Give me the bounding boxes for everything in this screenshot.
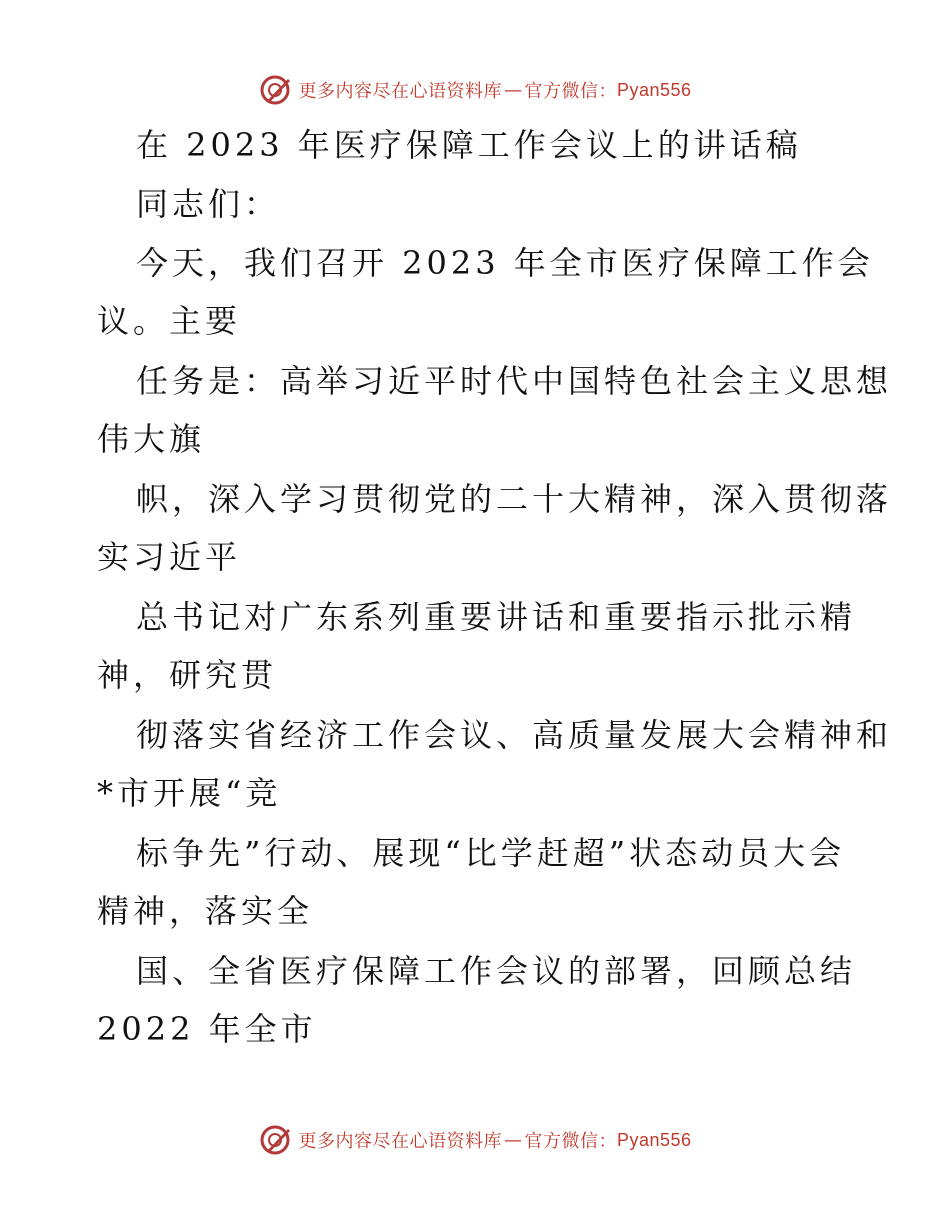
body-line: 今天，我们召开 2023 年全市医疗保障工作会	[136, 244, 874, 282]
watermark-label: 官方微信：	[524, 81, 617, 102]
body-line: 帜，深入学习贯彻党的二十大精神，深入贯彻落	[136, 480, 893, 518]
body-line: 实习近平	[97, 538, 242, 576]
body-line: 标争先”行动、展现“比学赶超”状态动员大会	[136, 834, 846, 872]
body-line: 伟大旗	[97, 420, 206, 458]
body-line: 总书记对广东系列重要讲话和重要指示批示精	[136, 598, 857, 636]
watermark-separator: —	[503, 79, 523, 101]
body-line: 2022 年全市	[97, 1010, 317, 1048]
body-line: *市开展“竞	[97, 774, 282, 812]
body-line: 任务是：高举习近平时代中国特色社会主义思想	[136, 362, 893, 400]
body-line: 国、全省医疗保障工作会议的部署，回顾总结	[136, 952, 857, 990]
watermark-brand: 更多内容尽在心语资料库	[298, 1131, 502, 1152]
body-line: 精神，落实全	[97, 892, 314, 930]
watermark-separator: —	[503, 1129, 523, 1151]
body-line: 议。主要	[97, 302, 242, 340]
footer-watermark	[0, 1120, 950, 1160]
pen-circle-icon	[258, 1123, 292, 1157]
document-title: 在 2023 年医疗保障工作会议上的讲话稿	[136, 126, 802, 164]
watermark-wechat-id: Pyan556	[616, 79, 692, 100]
body-line: 彻落实省经济工作会议、高质量发展大会精神和	[136, 716, 893, 754]
watermark-wechat-id: Pyan556	[616, 1129, 692, 1150]
watermark-label: 官方微信：	[524, 1131, 617, 1152]
watermark-brand: 更多内容尽在心语资料库	[298, 81, 502, 102]
body-line: 神，研究贯	[97, 656, 278, 694]
salutation: 同志们：	[136, 185, 281, 223]
